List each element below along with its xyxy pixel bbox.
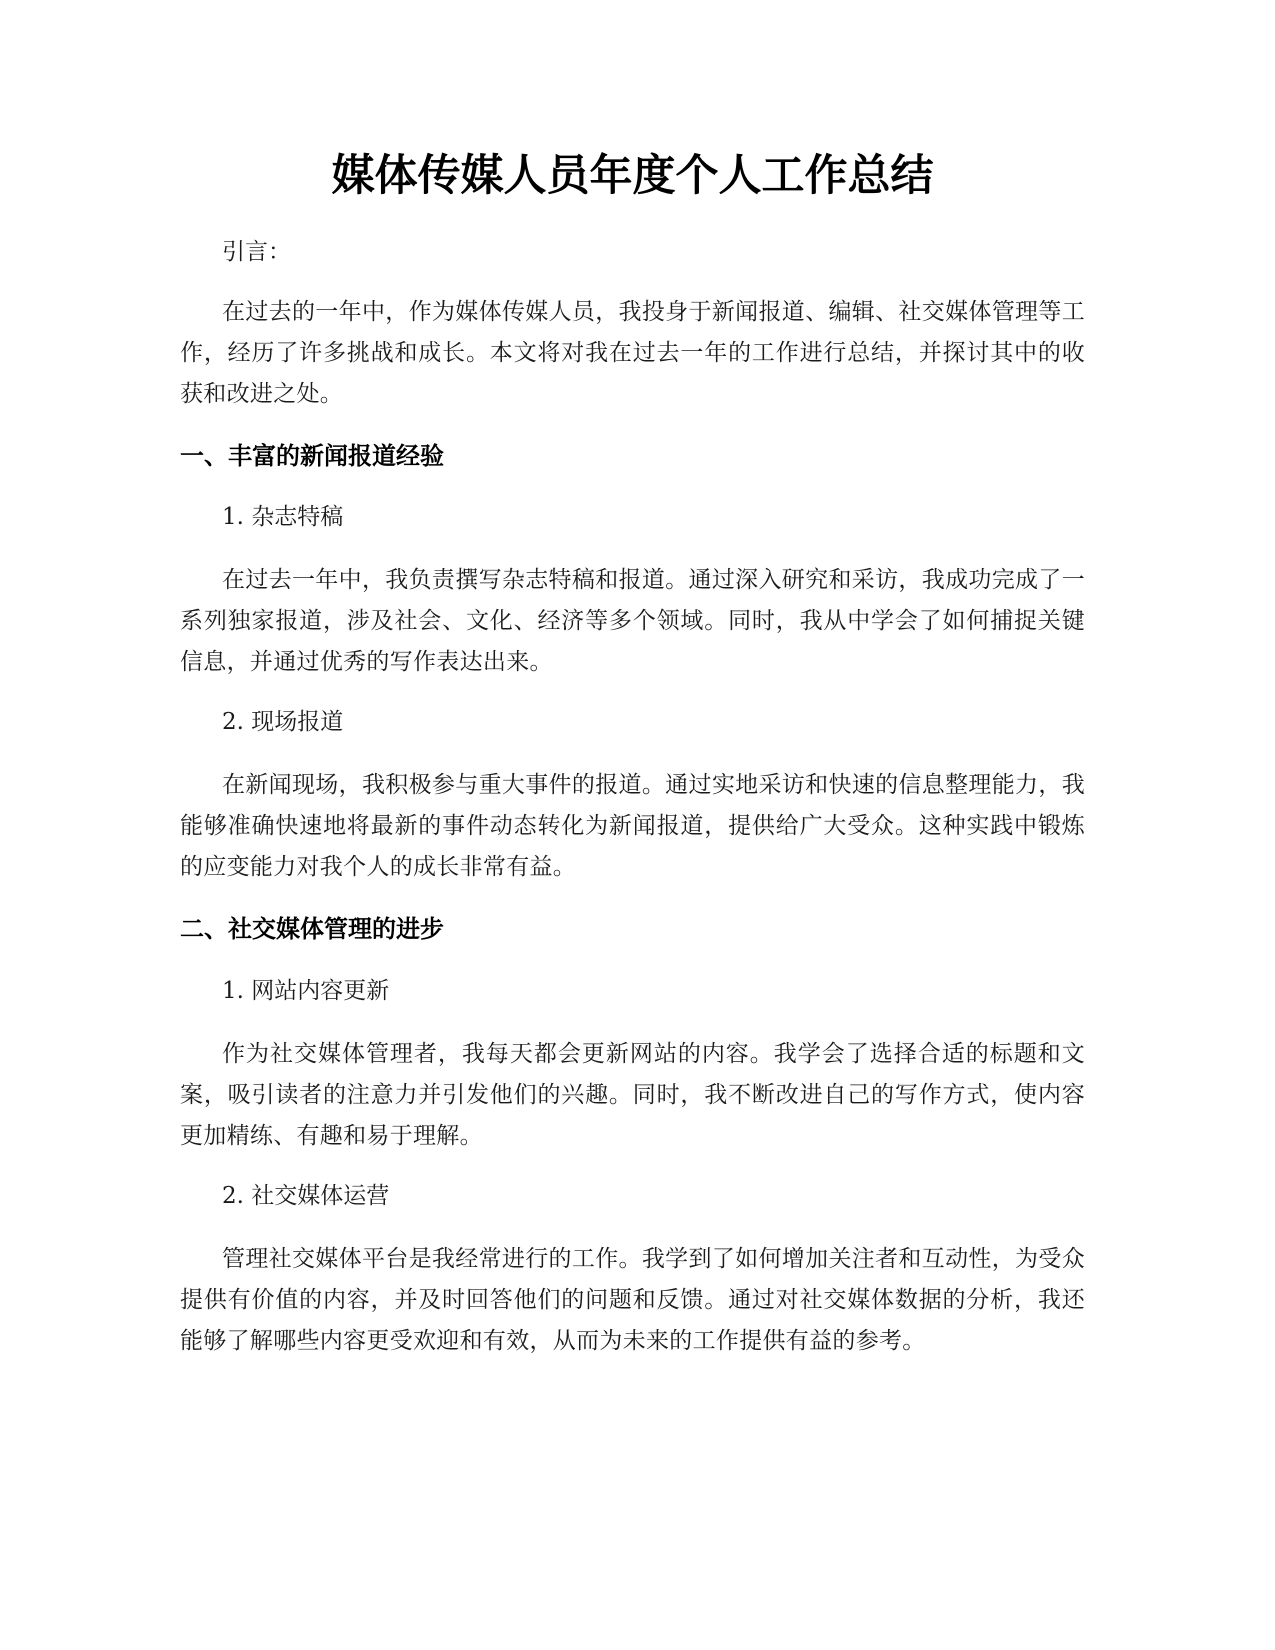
section-paragraph: 在新闻现场，我积极参与重大事件的报道。通过实地采访和快速的信息整理能力，我能够准确快速地将最新的事件动态转化为新闻报道，提供给广大受众。这种实践中锻炼的应变能力对我个人的成长非常有益。 [180,772,1085,880]
subsection-heading: 1. 网站内容更新 [222,978,390,1004]
intro-paragraph: 在过去的一年中，作为媒体传媒人员，我投身于新闻报道、编辑、社交媒体管理等工作，经历了许多挑战和成长。本文将对我在过去一年的工作进行总结，并探讨其中的收获和改进之处。 [180,299,1085,407]
section-heading: 二、社交媒体管理的进步 [180,915,444,943]
subsection-heading: 1. 杂志特稿 [222,504,344,530]
subsection-heading: 2. 现场报道 [222,709,344,735]
subsection-heading: 2. 社交媒体运营 [222,1183,390,1209]
section-paragraph: 在过去一年中，我负责撰写杂志特稿和报道。通过深入研究和采访，我成功完成了一系列独家报道，涉及社会、文化、经济等多个领域。同时，我从中学会了如何捕捉关键信息，并通过优秀的写作表达出来。 [180,567,1085,675]
document-page [180,0,1085,1650]
section-heading: 一、丰富的新闻报道经验 [180,442,444,470]
intro-label: 引言： [222,239,291,265]
section-paragraph: 作为社交媒体管理者，我每天都会更新网站的内容。我学会了选择合适的标题和文案，吸引读者的注意力并引发他们的兴趣。同时，我不断改进自己的写作方式，使内容更加精练、有趣和易于理解。 [180,1041,1085,1149]
section-paragraph: 管理社交媒体平台是我经常进行的工作。我学到了如何增加关注者和互动性，为受众提供有价值的内容，并及时回答他们的问题和反馈。通过对社交媒体数据的分析，我还能够了解哪些内容更受欢迎和有效，从而为未来的工作提供有益的参考。 [180,1246,1085,1354]
document-title: 媒体传媒人员年度个人工作总结 [331,151,934,201]
